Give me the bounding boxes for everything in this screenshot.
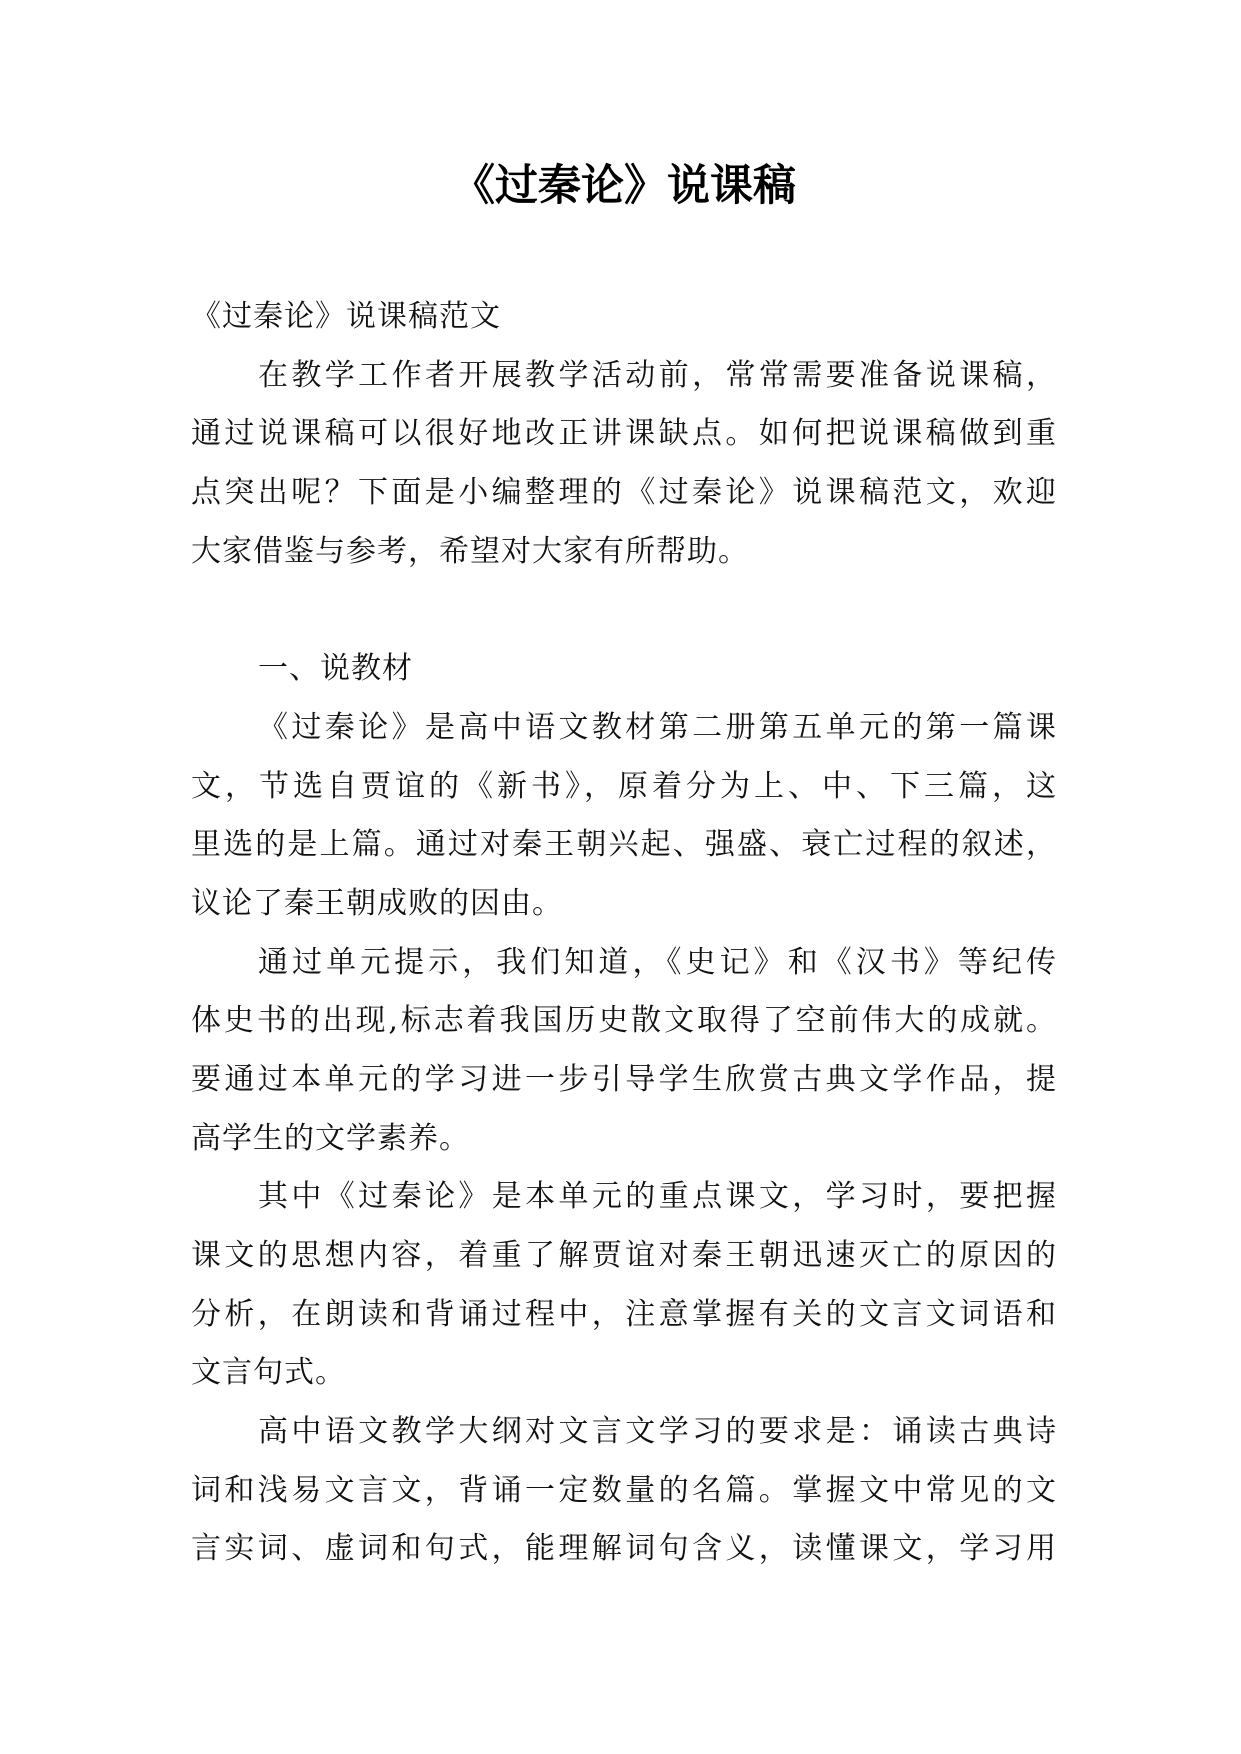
intro-paragraph: [191, 347, 1057, 582]
paragraph-line: 词和浅易文言文，背诵一定数量的名篇。掌握文中常见的文: [191, 1472, 1057, 1508]
blank-line: [191, 581, 1057, 640]
paragraph-line: 要通过本单元的学习进一步引导学生欣赏古典文学作品，提: [191, 1061, 1057, 1097]
paragraph-line: 言实词、虚词和句式，能理解词句含义，读懂课文，学习用: [191, 1531, 1057, 1567]
paragraph-line: 议论了秦王朝成败的因由。: [191, 885, 563, 921]
section-heading: 一、说教材: [258, 651, 413, 687]
section-paragraph: [191, 934, 1057, 1169]
paragraph-line: 高学生的文学素养。: [191, 1120, 470, 1156]
document-body: [191, 288, 1057, 1579]
paragraph-line: 高中语文教学大纲对文言文学习的要求是：诵读古典诗: [258, 1414, 1057, 1450]
paragraph-line: 分析，在朗读和背诵过程中，注意掌握有关的文言文词语和: [191, 1296, 1057, 1332]
section-paragraph: [191, 1168, 1057, 1403]
paragraph-line: 点突出呢？下面是小编整理的《过秦论》说课稿范文，欢迎: [191, 475, 1057, 511]
paragraph-line: 其中《过秦论》是本单元的重点课文，学习时，要把握: [258, 1179, 1057, 1215]
paragraph-line: 通过单元提示，我们知道，《史记》和《汉书》等纪传: [258, 944, 1057, 980]
document-title: 《过秦论》说课稿: [452, 161, 796, 211]
paragraph-line: 通过说课稿可以很好地改正讲课缺点。如何把说课稿做到重: [191, 416, 1057, 452]
paragraph-line: 里选的是上篇。通过对秦王朝兴起、强盛、衰亡过程的叙述，: [191, 827, 1057, 863]
paragraph-line: 课文的思想内容，着重了解贾谊对秦王朝迅速灭亡的原因的: [191, 1238, 1057, 1273]
section-paragraph: [191, 699, 1057, 934]
document-subtitle: 《过秦论》说课稿范文: [191, 299, 501, 334]
paragraph-line: 在教学工作者开展教学活动前，常常需要准备说课稿，: [258, 357, 1057, 393]
paragraph-line: 大家借鉴与参考，希望对大家有所帮助。: [191, 533, 749, 569]
paragraph-line: 体史书的出现,标志着我国历史散文取得了空前伟大的成就。: [191, 1003, 1057, 1039]
paragraph-line: 文，节选自贾谊的《新书》，原着分为上、中、下三篇，这: [191, 768, 1057, 804]
paragraph-line: 文言句式。: [191, 1355, 346, 1391]
section-paragraph: [191, 1403, 1057, 1579]
paragraph-line: 《过秦论》是高中语文教材第二册第五单元的第一篇课: [258, 709, 1057, 745]
